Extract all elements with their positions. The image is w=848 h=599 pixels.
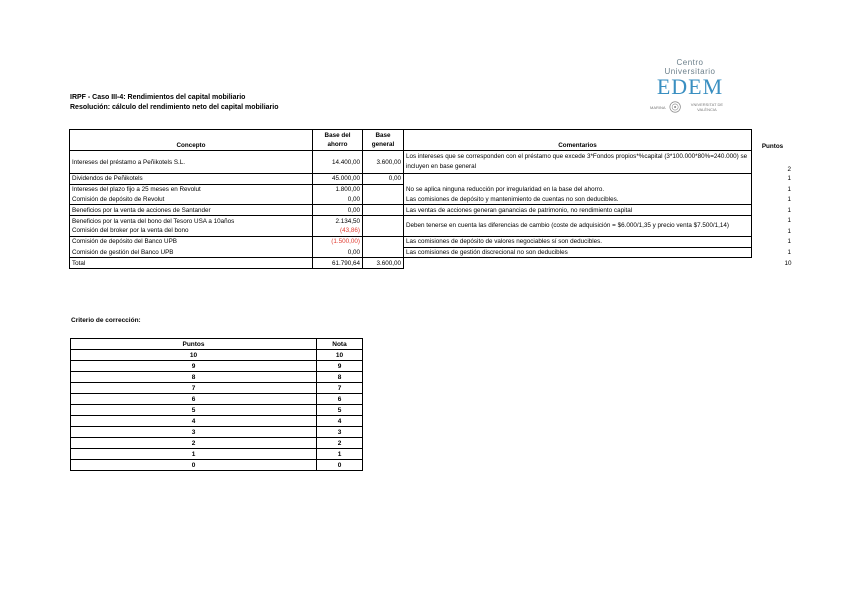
criterio-nota: 7 [317,383,363,394]
criterio-row [71,460,363,471]
row-concepto: Beneficios por la venta del bono del Tesoro USA a 10años [70,216,313,226]
logo-brand: EDEM [656,74,724,99]
total-comentario-empty [404,258,752,269]
document-header [70,93,278,113]
criterio-puntos: 10 [71,350,317,361]
criterio-nota: 5 [317,405,363,416]
row-ahorro: (1.500,00) [313,236,363,247]
criterio-nota: 0 [317,460,363,471]
row-general [363,247,404,258]
row-ahorro: (43,86) [313,226,363,236]
edem-logo [650,58,730,114]
document-subtitle: Resolución: cálculo del rendimiento neto del capital mobiliario [70,104,279,111]
total-general: 3.600,00 [363,258,404,269]
header-base-general: Base general [363,130,404,151]
table-row [70,236,794,247]
row-comentario: Las comisiones de gestión discrecional no son deducibles [404,247,752,258]
criterio-puntos: 5 [71,405,317,416]
table-row [70,184,794,194]
criterio-nota: 6 [317,394,363,405]
table-row [70,205,794,216]
logo-top-text: Centro Universitario [664,58,716,76]
logo-bottom-right: VNIVERSITAT DE VALÈNCIA [690,102,724,112]
row-general [363,205,404,216]
total-ahorro: 61.790,64 [313,258,363,269]
criterio-row [71,361,363,372]
total-label: Total [70,258,313,269]
header-comentarios: Comentarios [404,130,752,151]
row-general [363,236,404,247]
row-puntos: 1 [787,238,791,246]
row-ahorro: 0,00 [313,195,363,205]
row-puntos: 2 [787,165,791,173]
row-puntos: 1 [787,248,791,256]
row-concepto: Comisión de depósito del Banco UPB [70,236,313,247]
row-puntos: 1 [787,175,791,183]
criterio-puntos: 2 [71,438,317,449]
criterio-nota: 1 [317,449,363,460]
header-concepto: Concepto [70,130,313,151]
criterio-puntos: 3 [71,427,317,438]
row-general [363,226,404,236]
row-puntos: 1 [787,217,791,225]
criterio-header-row [71,339,363,350]
document-title: IRPF - Caso III-4: Rendimientos del capital mobiliario [70,94,246,101]
row-concepto: Comisión de depósito de Revolut [70,195,313,205]
table-row [70,216,794,226]
row-general: 0,00 [363,174,404,185]
row-ahorro: 0,00 [313,205,363,216]
row-concepto: Dividendos de Peñikotels [70,174,313,185]
row-ahorro: 14.400,00 [313,151,363,174]
table-header-row [70,130,794,151]
row-ahorro: 0,00 [313,247,363,258]
criterio-puntos: 0 [71,460,317,471]
total-puntos: 10 [784,259,792,267]
row-ahorro: 2.134,50 [313,216,363,226]
row-comentario: No se aplica ninguna reducción por irregularidad en la base del ahorro. [404,184,752,194]
row-concepto: Intereses del plazo fijo a 25 meses en Revolut [70,184,313,194]
criterio-row [71,394,363,405]
row-general [363,184,404,194]
row-comentario: Los intereses que se corresponden con el préstamo que excede 3*Fondos propios*%capital (3*100.000*80%=240.000) se incluyen en base general [404,151,752,174]
table-total-row [70,258,794,269]
logo-bottom-left: MARINA [650,104,666,110]
row-concepto: Comisión del broker por la venta del bono [70,226,313,236]
criterio-nota: 8 [317,372,363,383]
criterio-header-puntos: Puntos [71,339,317,350]
criterio-puntos: 9 [71,361,317,372]
table-row [70,195,794,205]
criterio-puntos: 4 [71,416,317,427]
row-puntos: 1 [787,185,791,193]
criterio-puntos: 6 [71,394,317,405]
criterio-table [70,338,363,471]
row-comentario: Deben tenerse en cuenta las diferencias de cambio (coste de adquisición = $6.000/1,35 y precio venta $7.500/1,14) [404,216,752,237]
criterio-row [71,449,363,460]
row-comentario: Las comisiones de depósito y mantenimiento de cuentas no son deducibles. [404,195,752,205]
criterio-row [71,438,363,449]
criterio-nota: 2 [317,438,363,449]
row-puntos: 1 [787,227,791,235]
row-comentario [404,174,752,185]
criterio-puntos: 7 [71,383,317,394]
criterio-nota: 3 [317,427,363,438]
row-ahorro: 1.800,00 [313,184,363,194]
results-table [69,129,794,269]
row-general [363,216,404,226]
table-row [70,174,794,185]
table-row [70,247,794,258]
criterio-puntos: 1 [71,449,317,460]
criterio-puntos: 8 [71,372,317,383]
logo-bottom [650,100,730,114]
criterio-row [71,427,363,438]
criterio-title: Criterio de corrección: [71,317,141,324]
header-puntos: Puntos [761,142,784,150]
header-base-ahorro: Base del ahorro [313,130,363,151]
row-general: 3.600,00 [363,151,404,174]
criterio-nota: 10 [317,350,363,361]
criterio-nota: 9 [317,361,363,372]
row-concepto: Intereses del préstamo a Peñikotels S.L. [70,151,313,174]
table-row [70,151,794,174]
row-ahorro: 45.000,00 [313,174,363,185]
row-puntos: 1 [787,196,791,204]
criterio-row [71,350,363,361]
criterio-row [71,372,363,383]
row-comentario: Las ventas de acciones generan ganancias de patrimonio, no rendimiento capital [404,205,752,216]
row-comentario: Las comisiones de depósito de valores negociables sí son deducibles. [404,236,752,247]
criterio-header-nota: Nota [317,339,363,350]
row-puntos: 1 [787,206,791,214]
row-concepto: Comisión de gestión del Banco UPB [70,247,313,258]
criterio-nota: 4 [317,416,363,427]
university-seal-icon [669,100,681,114]
criterio-row [71,405,363,416]
criterio-row [71,383,363,394]
row-general [363,195,404,205]
row-concepto: Beneficios por la venta de acciones de Santander [70,205,313,216]
criterio-row [71,416,363,427]
